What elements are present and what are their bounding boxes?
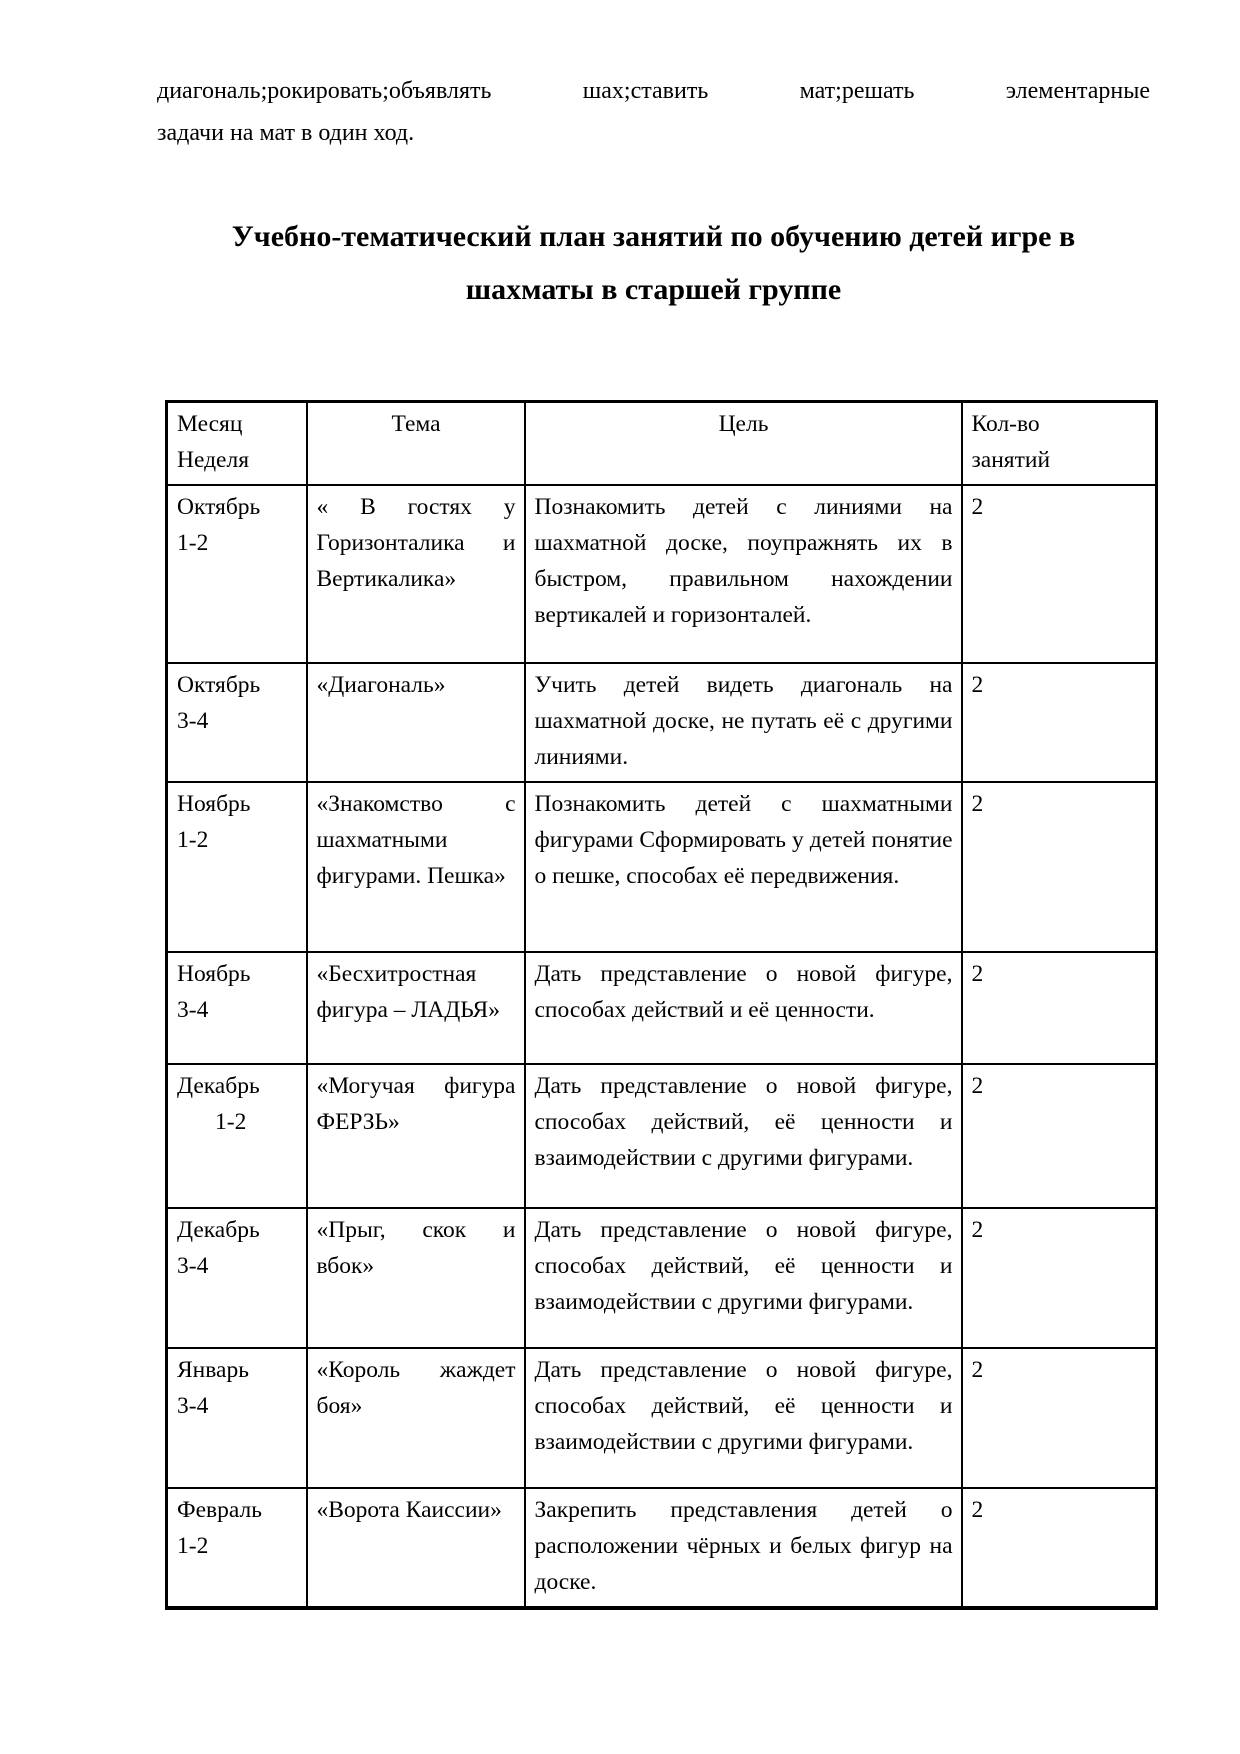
row-goal: Закрепить представления детей о расположении чёрных и белых фигур на доске. bbox=[525, 1488, 962, 1608]
row-month: Ноябрь bbox=[177, 791, 251, 817]
table-row bbox=[167, 1488, 1157, 1608]
row-theme: «Бесхитростная фигура – ЛАДЬЯ» bbox=[307, 952, 525, 1064]
row-count: 2 bbox=[962, 1208, 1157, 1348]
intro-paragraph bbox=[157, 70, 1150, 154]
row-month: Ноябрь bbox=[177, 961, 251, 987]
page-title bbox=[157, 210, 1150, 316]
table-row bbox=[167, 1064, 1157, 1208]
row-week: 3-4 bbox=[177, 1393, 209, 1419]
row-count: 2 bbox=[962, 1064, 1157, 1208]
row-month-cell bbox=[167, 782, 307, 952]
row-week: 1-2 bbox=[177, 827, 209, 853]
row-month-cell bbox=[167, 1488, 307, 1608]
row-month-cell bbox=[167, 485, 307, 663]
row-goal: Дать представление о новой фигуре, способах действий, её ценности и взаимодействии с другими фигурами. bbox=[525, 1064, 962, 1208]
row-month: Октябрь bbox=[177, 672, 261, 698]
col-header-month: Месяц bbox=[177, 411, 243, 437]
table-row bbox=[167, 485, 1157, 663]
intro-line-2: задачи на мат в один ход. bbox=[157, 120, 415, 146]
row-month: Октябрь bbox=[177, 494, 261, 520]
table-row bbox=[167, 952, 1157, 1064]
row-month: Декабрь bbox=[177, 1073, 260, 1099]
table-row bbox=[167, 782, 1157, 952]
row-month: Декабрь bbox=[177, 1217, 260, 1243]
row-theme: «Король жаждет боя» bbox=[307, 1348, 525, 1488]
row-goal: Дать представление о новой фигуре, способах действий, её ценности и взаимодействии с другими фигурами. bbox=[525, 1208, 962, 1348]
row-count: 2 bbox=[962, 1488, 1157, 1608]
row-week: 1-2 bbox=[177, 530, 209, 556]
row-goal: Дать представление о новой фигуре, способах действий и её ценности. bbox=[525, 952, 962, 1064]
intro-line-1: диагональ;рокировать;объявлять шах;ставить мат;решать элементарные bbox=[157, 78, 1150, 104]
row-count: 2 bbox=[962, 663, 1157, 782]
row-goal: Учить детей видеть диагональ на шахматной доске, не путать её с другими линиями. bbox=[525, 663, 962, 782]
row-week: 1-2 bbox=[215, 1109, 247, 1135]
row-count: 2 bbox=[962, 782, 1157, 952]
row-month-cell bbox=[167, 1208, 307, 1348]
row-month-cell bbox=[167, 952, 307, 1064]
page-title-line-1: Учебно-тематический план занятий по обучению детей игре в bbox=[231, 220, 1076, 253]
row-week: 3-4 bbox=[177, 708, 209, 734]
row-theme: «Знакомство с шахматными фигурами. Пешка» bbox=[307, 782, 525, 952]
table-row bbox=[167, 1208, 1157, 1348]
row-theme: «Прыг, скок и вбок» bbox=[307, 1208, 525, 1348]
row-goal: Познакомить детей с шахматными фигурами Сформировать у детей понятие о пешке, способах её передвижения. bbox=[525, 782, 962, 952]
row-goal: Дать представление о новой фигуре, способах действий, её ценности и взаимодействии с другими фигурами. bbox=[525, 1348, 962, 1488]
page-title-line-2: шахматы в старшей группе bbox=[465, 273, 842, 306]
table-header-row bbox=[167, 402, 1157, 486]
row-theme: «Диагональ» bbox=[307, 663, 525, 782]
col-header-month-week bbox=[167, 402, 307, 486]
table-row bbox=[167, 663, 1157, 782]
row-theme: « В гостях у Горизонталика и Вертикалика» bbox=[307, 485, 525, 663]
plan-table bbox=[165, 400, 1158, 1610]
row-week: 3-4 bbox=[177, 997, 209, 1023]
row-month-cell bbox=[167, 1064, 307, 1208]
col-header-count-line-1: Кол-во bbox=[971, 411, 1040, 437]
row-month: Февраль bbox=[177, 1497, 262, 1523]
col-header-theme: Тема bbox=[307, 402, 525, 486]
col-header-count-line-2: занятий bbox=[971, 447, 1051, 473]
row-theme: «Могучая фигура ФЕРЗЬ» bbox=[307, 1064, 525, 1208]
row-month-cell bbox=[167, 663, 307, 782]
col-header-week: Неделя bbox=[177, 447, 250, 473]
row-count: 2 bbox=[962, 952, 1157, 1064]
row-theme: «Ворота Каиссии» bbox=[307, 1488, 525, 1608]
plan-table-body bbox=[167, 485, 1157, 1608]
row-week: 1-2 bbox=[177, 1533, 209, 1559]
row-count: 2 bbox=[962, 485, 1157, 663]
row-goal: Познакомить детей с линиями на шахматной доске, поупражнять их в быстром, правильном нахождении вертикалей и горизонталей. bbox=[525, 485, 962, 663]
col-header-count bbox=[962, 402, 1157, 486]
col-header-goal: Цель bbox=[525, 402, 962, 486]
row-month: Январь bbox=[177, 1357, 249, 1383]
row-month-cell bbox=[167, 1348, 307, 1488]
table-row bbox=[167, 1348, 1157, 1488]
row-count: 2 bbox=[962, 1348, 1157, 1488]
row-week: 3-4 bbox=[177, 1253, 209, 1279]
